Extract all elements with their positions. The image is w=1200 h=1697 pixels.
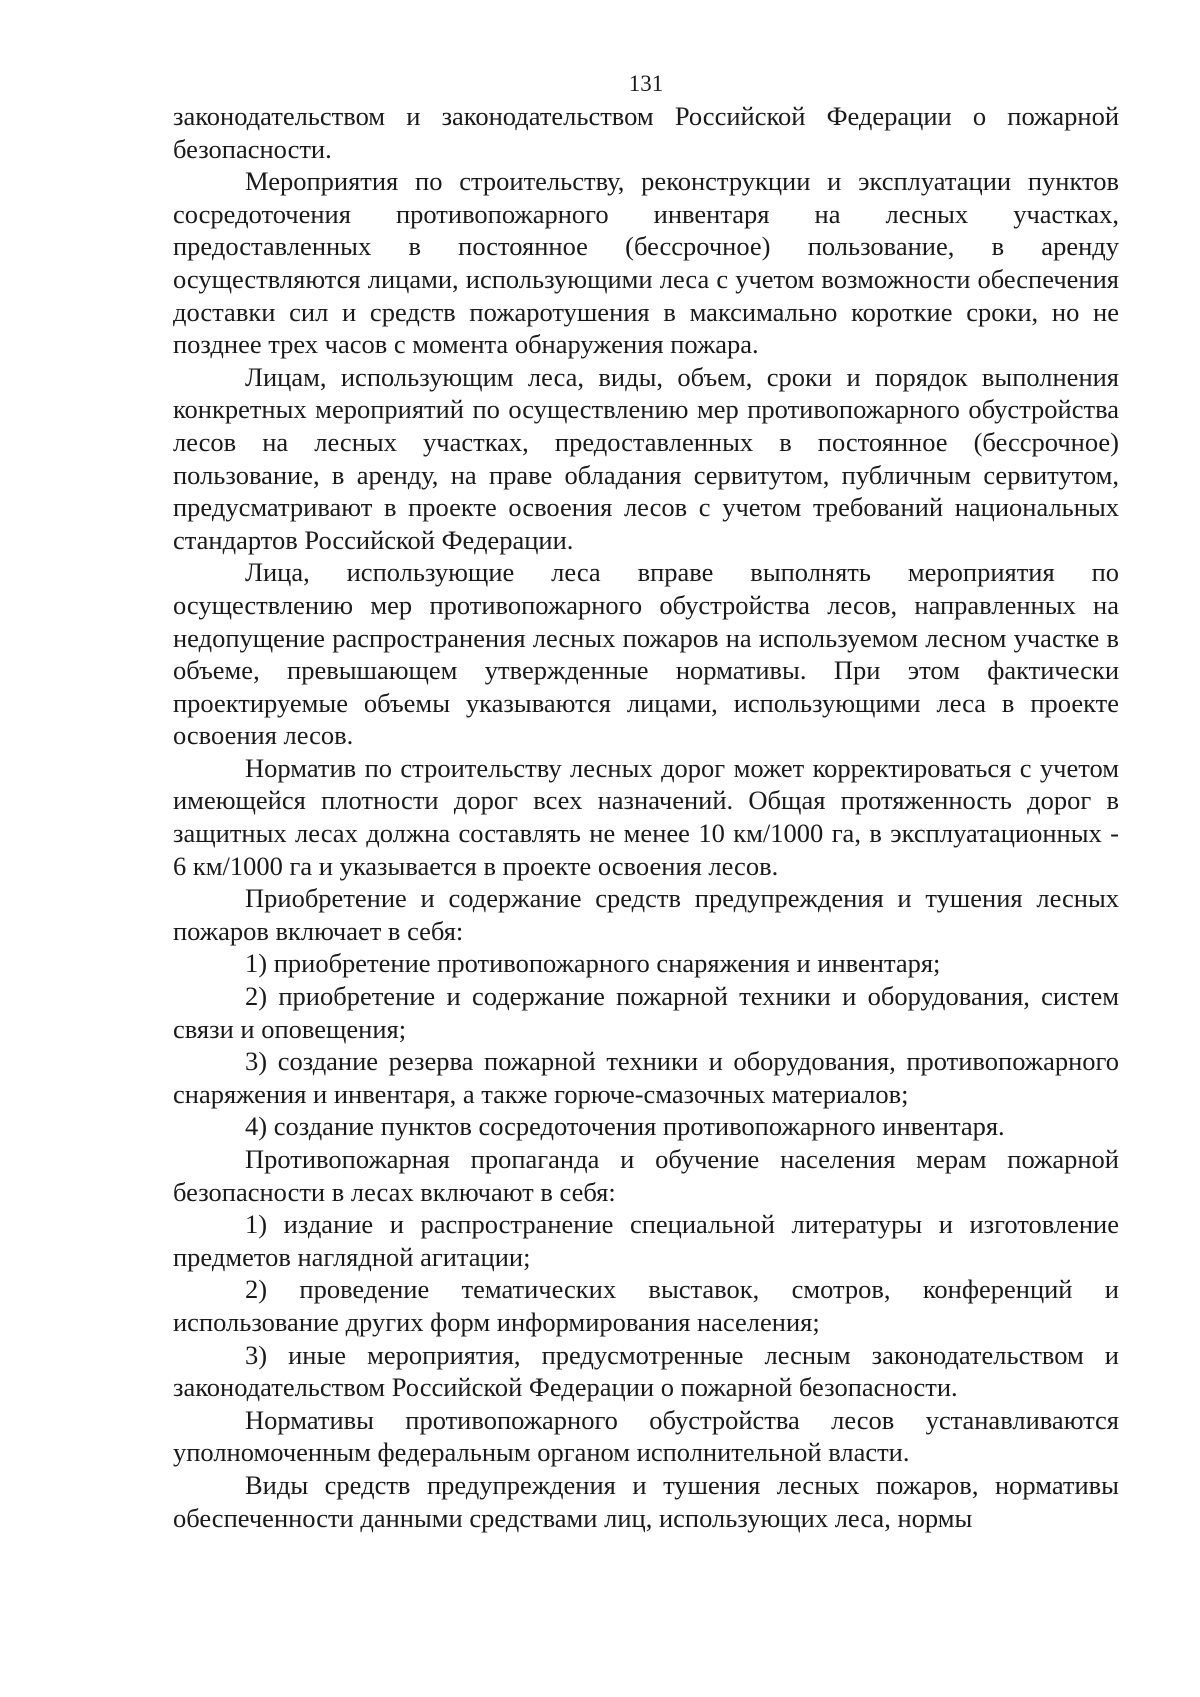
paragraph-propaganda-intro: Противопожарная пропаганда и обучение населения мерам пожарной безопасности в лесах включают в себя: <box>173 1144 1119 1207</box>
list-item: 3) создание резерва пожарной техники и оборудования, противопожарного снаряжения и инвентаря, а также горюче-смазочных материалов; <box>173 1046 1119 1109</box>
list-item: 2) проведение тематических выставок, смотров, конференций и использование других форм информирования населения; <box>173 1274 1119 1337</box>
list-item: 2) приобретение и содержание пожарной техники и оборудования, систем связи и оповещения; <box>173 981 1119 1044</box>
list-item: 4) создание пунктов сосредоточения противопожарного инвентаря. <box>245 1111 1005 1142</box>
paragraph-authority-norms: Нормативы противопожарного обустройства лесов устанавливаются уполномоченным федеральным органом исполнительной власти. <box>173 1404 1119 1468</box>
list-item: 1) издание и распространение специальной литературы и изготовление предметов наглядной агитации; <box>173 1209 1119 1272</box>
paragraph-continuation: законодательством и законодательством Российской Федерации о пожарной безопасности. <box>173 101 1119 164</box>
paragraph-fire-inventory-points: Мероприятия по строительству, реконструкции и эксплуатации пунктов сосредоточения противопожарного инвентаря на лесных участках, предоставленных в постоянное (бессрочное) пользование, в аренду осуществляются лицами, использующими леса с учетом возможности обеспечения доставки сил и средств пожаротушения в максимально короткие сроки, но не позднее трех часов с момента обнаружения пожара. <box>173 166 1119 360</box>
paragraph-above-norm-measures: Лица, использующие леса вправе выполнять мероприятия по осуществлению мер противопожарного обустройства лесов, направленных на недопущение распространения лесных пожаров на используемом лесном участке в объеме, превышающем утвержденные нормативы. При этом фактически проектируемые объемы указываются лицами, использующими леса в проекте освоения лесов. <box>173 557 1119 751</box>
paragraph-forest-users-measures: Лицам, использующим леса, виды, объем, сроки и порядок выполнения конкретных мероприятий по осуществлению мер противопожарного обустройства лесов на лесных участках, предоставленных в постоянное (бессрочное) пользование, в аренду, на праве обладания сервитутом, публичным сервитутом, предусматривают в проекте освоения лесов с учетом требований национальных стандартов Российской Федерации. <box>173 361 1119 555</box>
document-page <box>173 70 1119 1534</box>
paragraph-equipment-intro: Приобретение и содержание средств предупреждения и тушения лесных пожаров включает в себя: <box>173 883 1119 946</box>
page-number: 131 <box>628 71 664 96</box>
paragraph-means-norms: Виды средств предупреждения и тушения лесных пожаров, нормативы обеспеченности данными средствами лиц, использующих леса, нормы <box>173 1469 1119 1533</box>
list-item: 1) приобретение противопожарного снаряжения и инвентаря; <box>245 948 941 979</box>
paragraph-road-norms: Норматив по строительству лесных дорог может корректироваться с учетом имеющейся плотности дорог всех назначений. Общая протяженность дорог в защитных лесах должна составлять не менее 10 км/1000 га, в эксплуатационных - 6 км/1000 га и указывается в проекте освоения лесов. <box>173 752 1119 881</box>
list-item: 3) иные мероприятия, предусмотренные лесным законодательством и законодательством Российской Федерации о пожарной безопасности. <box>173 1339 1119 1403</box>
